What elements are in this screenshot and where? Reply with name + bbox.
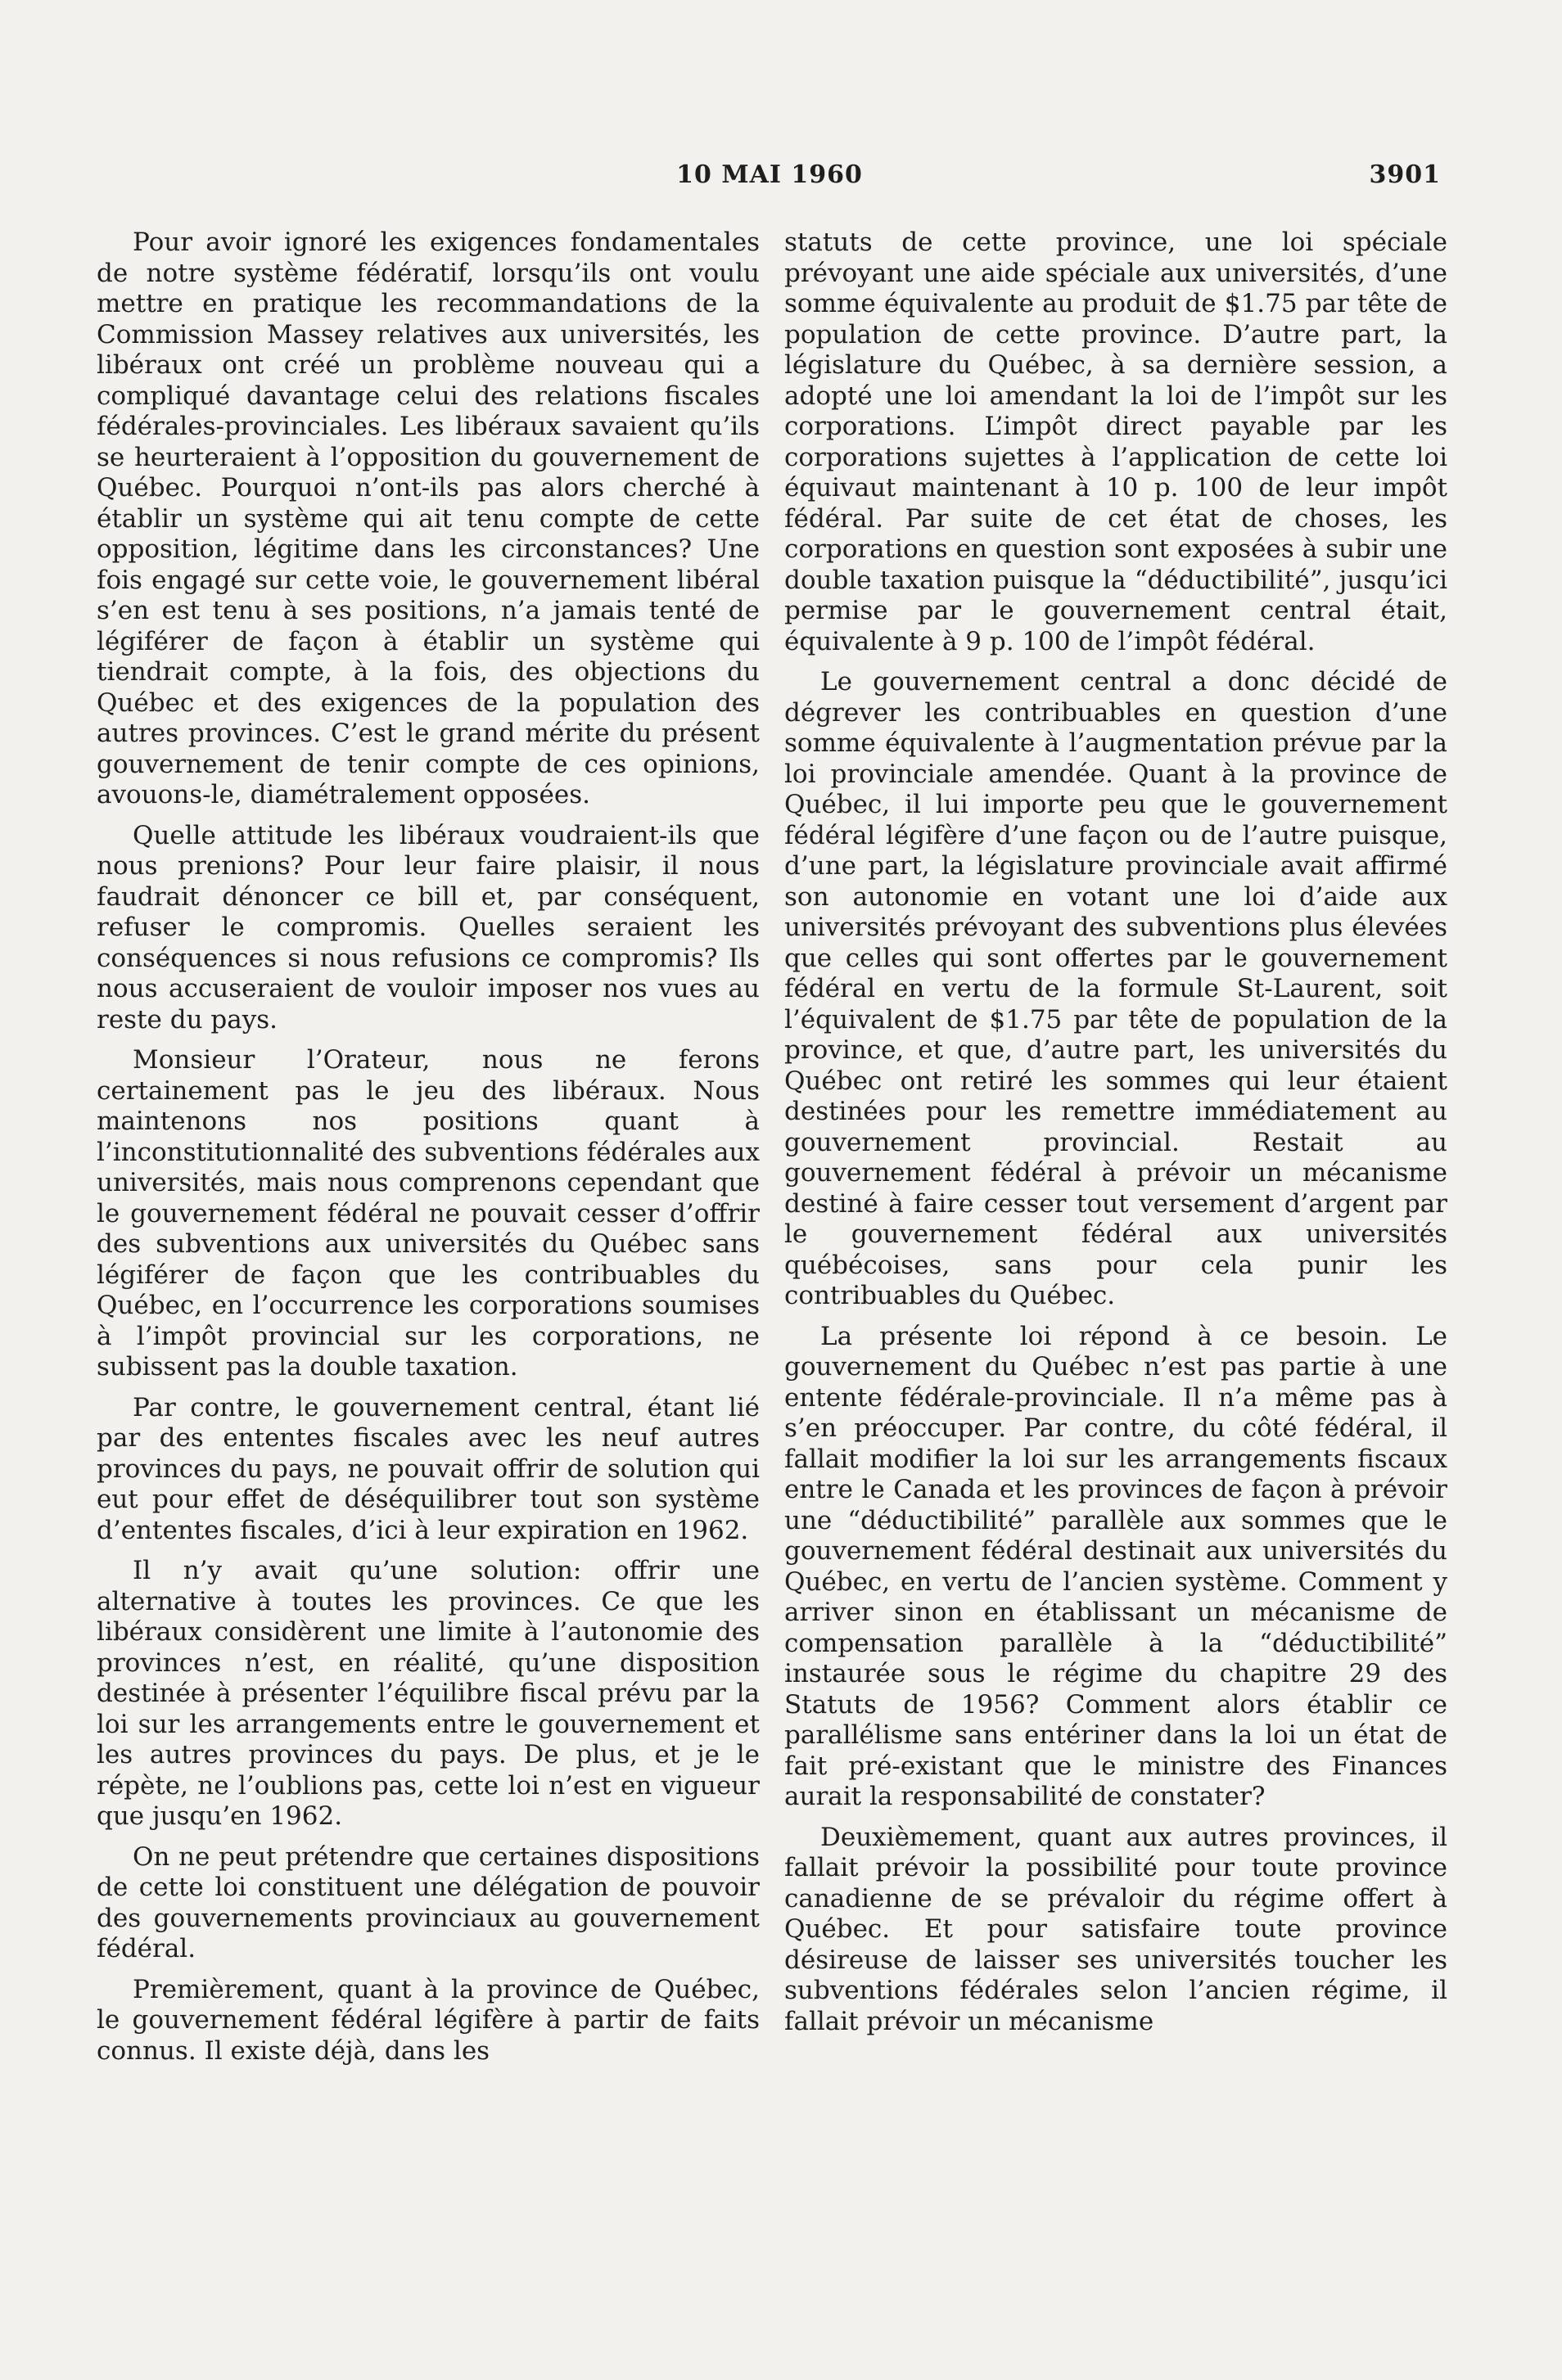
paragraph: Deuxièmement, quant aux autres provinces, il fallait prévoir la possibilité pour toute province canadienne de se prévaloir du régime offert à Québec. Et pour satisfaire toute province désireuse de laisser ses universités toucher les subventions fédérales selon l’ancien régime, il fallait prévoir un mécanisme [784, 1822, 1447, 2036]
paragraph: Monsieur l’Orateur, nous ne ferons certainement pas le jeu des libéraux. Nous maintenons nos positions quant à l’inconstitutionnalité des subventions fédérales aux universités, mais nous comprenons cependant que le gouvernement fédéral ne pouvait cesser d’offrir des subventions aux universités du Québec sans légiférer de façon que les contribuables du Québec, en l’occurrence les corporations soumises à l’impôt provincial sur les corporations, ne subissent pas la double taxation. [97, 1045, 760, 1382]
right-column [784, 228, 1447, 2224]
paragraph: Quelle attitude les libéraux voudraient-ils que nous prenions? Pour leur faire plaisir, il nous faudrait dénoncer ce bill et, par conséquent, refuser le compromis. Quelles seraient les conséquences si nous refusions ce compromis? Ils nous accuseraient de vouloir imposer nos vues au reste du pays. [97, 820, 760, 1034]
paragraph: Par contre, le gouvernement central, étant lié par des ententes fiscales avec les neuf autres provinces du pays, ne pouvait offrir de solution qui eut pour effet de déséquilibrer tout son système d’ententes fiscales, d’ici à leur expiration en 1962. [97, 1392, 760, 1545]
paragraph: Le gouvernement central a donc décidé de dégrever les contribuables en question d’une somme équivalente à l’augmentation prévue par la loi provinciale amendée. Quant à la province de Québec, il lui importe peu que le gouvernement fédéral légifère d’une façon ou de l’autre puisque, d’une part, la législature provinciale avait affirmé son autonomie en votant une loi d’aide aux universités prévoyant des subventions plus élevées que celles qui sont offertes par le gouvernement fédéral en vertu de la formule St-Laurent, soit l’équivalent de $1.75 par tête de population de la province, et que, d’autre part, les universités du Québec ont retiré les sommes qui leur étaient destinées pour les remettre immédiatement au gouvernement provincial. Restait au gouvernement fédéral à prévoir un mécanisme destiné à faire cesser tout versement d’argent par le gouvernement fédéral aux universités québécoises, sans pour cela punir les contribuables du Québec. [784, 667, 1447, 1310]
paragraph: La présente loi répond à ce besoin. Le gouvernement du Québec n’est pas partie à une entente fédérale-provinciale. Il n’a même pas à s’en préoccuper. Par contre, du côté fédéral, il fallait modifier la loi sur les arrangements fiscaux entre le Canada et les provinces de façon à prévoir une “déductibilité” parallèle aux sommes que le gouvernement fédéral destinait aux universités du Québec, en vertu de l’ancien système. Comment y arriver sinon en établissant un mécanisme de compensation parallèle à la “déductibilité” instaurée sous le régime du chapitre 29 des Statuts de 1956? Comment alors établir ce parallélisme sans entériner dans la loi un état de fait pré-existant que le ministre des Finances aurait la responsabilité de constater? [784, 1321, 1447, 1811]
paragraph: On ne peut prétendre que certaines dispositions de cette loi constituent une délégation de pouvoir des gouvernements provinciaux au gouvernement fédéral. [97, 1841, 760, 1963]
page-number: 3901 [1369, 160, 1441, 189]
paragraph-continued: statuts de cette province, une loi spéciale prévoyant une aide spéciale aux universités, d’une somme équivalente au produit de $1.75 par tête de population de cette province. D’autre part, la législature du Québec, à sa dernière session, a adopté une loi amendant la loi de l’impôt sur les corporations. L’impôt direct payable par les corporations sujettes à l’application de cette loi équivaut maintenant à 10 p. 100 de leur impôt fédéral. Par suite de cet état de choses, les corporations en question sont exposées à subir une double taxation puisque la “déductibilité”, jusqu’ici permise par le gouvernement central était, équivalente à 9 p. 100 de l’impôt fédéral. [784, 228, 1447, 656]
left-column [97, 228, 760, 2224]
page-header [98, 160, 1441, 206]
page-date: 10 MAI 1960 [676, 160, 863, 189]
paragraph: Pour avoir ignoré les exigences fondamentales de notre système fédératif, lorsqu’ils ont voulu mettre en pratique les recommandations de la Commission Massey relatives aux universités, les libéraux ont créé un problème nouveau qui a compliqué davantage celui des relations fiscales fédérales-provinciales. Les libéraux savaient qu’ils se heurteraient à l’opposition du gouvernement de Québec. Pourquoi n’ont-ils pas alors cherché à établir un système qui ait tenu compte de cette opposition, légitime dans les circonstances? Une fois engagé sur cette voie, le gouvernement libéral s’en est tenu à ses positions, n’a jamais tenté de légiférer de façon à établir un système qui tiendrait compte, à la fois, des objections du Québec et des exigences de la population des autres provinces. C’est le grand mérite du présent gouvernement de tenir compte de ces opinions, avouons-le, diamétralement opposées. [97, 228, 760, 809]
paragraph: Il n’y avait qu’une solution: offrir une alternative à toutes les provinces. Ce que les libéraux considèrent une limite à l’autonomie des provinces n’est, en réalité, qu’une disposition destinée à présenter l’équilibre fiscal prévu par la loi sur les arrangements entre le gouvernement et les autres provinces du pays. De plus, et je le répète, ne l’oublions pas, cette loi n’est en vigueur que jusqu’en 1962. [97, 1556, 760, 1831]
paragraph: Premièrement, quant à la province de Québec, le gouvernement fédéral légifère à partir de faits connus. Il existe déjà, dans les [97, 1974, 760, 2066]
